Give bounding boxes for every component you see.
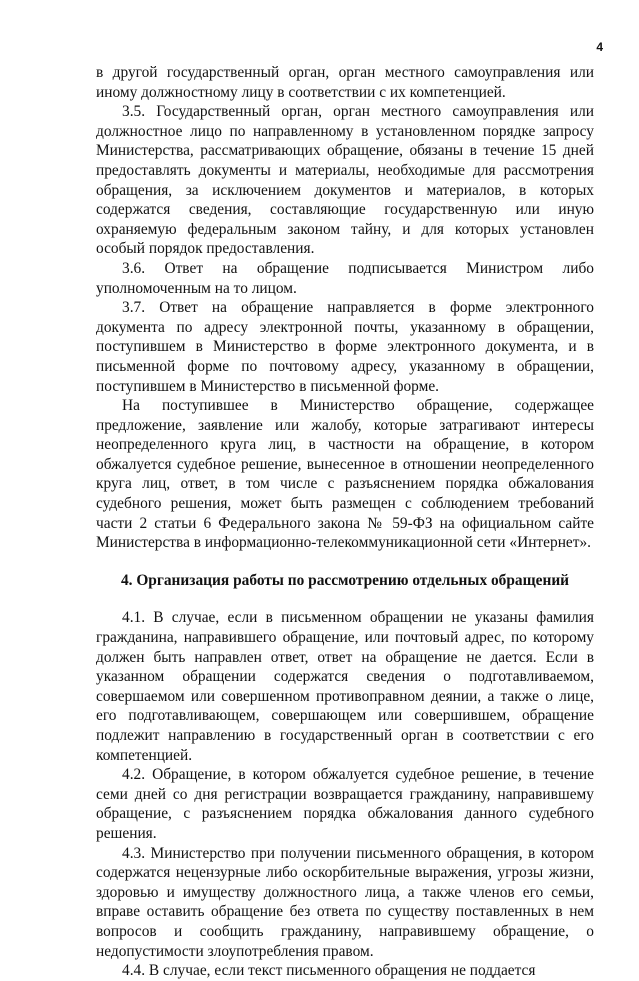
section-heading-4: 4. Организация работы по рассмотрению отдельных обращений bbox=[120, 571, 570, 589]
paragraph-3-5: 3.5. Государственный орган, орган местного самоуправления или должностное лицо по направленному в установленном порядке запросу Министерства, рассматривающих обращение, обязаны в течение 15 дней предоставлять документы и материалы, необходимые для рассмотрения обращения, за исключением документов и материалов, в которых содержатся сведения, составляющие государственную или иную охраняемую федеральным законом тайну, и для которых установлен особый порядок предоставления. bbox=[96, 103, 594, 258]
paragraph-4-1: 4.1. В случае, если в письменном обращении не указаны фамилия гражданина, направившего обращение, или почтовый адрес, по которому должен быть направлен ответ, ответ на обращение не дается. Если в указанном обращении содержатся сведения о подготавливаемом, совершаемом или совершенном противоправном деянии, а также о лице, его подготавливающем, совершающем или совершившем, обращение подлежит направлению в государственный орган в соответствии с его компетенцией. bbox=[96, 609, 594, 764]
paragraph-continuation: в другой государственный орган, орган местного самоуправления или иному должностному лицу в соответствии с их компетенцией. bbox=[96, 64, 594, 101]
paragraph-4-3: 4.3. Министерство при получении письменного обращения, в котором содержатся нецензурные либо оскорбительные выражения, угрозы жизни, здоровью и имуществу должностного лица, а также членов его семьи, вправе оставить обращение без ответа по существу поставленных в нем вопросов и сообщить гражданину, направившему обращение, о недопустимости злоупотребления правом. bbox=[96, 844, 594, 960]
document-body bbox=[96, 63, 594, 981]
page-number: 4 bbox=[596, 40, 603, 54]
paragraph-3-7-internet: На поступившее в Министерство обращение, содержащее предложение, заявление или жалобу, которые затрагивают интересы неопределенного круга лиц, в частности на обращение, в котором обжалуется судебное решение, вынесенное в отношении неопределенного круга лиц, ответ, в том числе с разъяснением порядка обжалования судебного решения, может быть размещен с соблюдением требований части 2 статьи 6 Федерального закона № 59-ФЗ на официальном сайте Министерства в информационно-телекоммуникационной сети «Интернет». bbox=[96, 397, 594, 552]
paragraph-3-6: 3.6. Ответ на обращение подписывается Министром либо уполномоченным на то лицом. bbox=[96, 259, 594, 297]
paragraph-3-7: 3.7. Ответ на обращение направляется в форме электронного документа по адресу электронной почты, указанному в обращении, поступившем в Министерство в форме электронного документа, и в письменной форме по почтовому адресу, указанному в обращении, поступившем в Министерство в письменной форме. bbox=[96, 299, 594, 395]
paragraph-4-2: 4.2. Обращение, в котором обжалуется судебное решение, в течение семи дней со дня регистрации возвращается гражданину, направившему обращение, с разъяснением порядка обжалования данного судебного решения. bbox=[96, 766, 594, 842]
paragraph-4-4: 4.4. В случае, если текст письменного обращения не поддается bbox=[122, 962, 536, 980]
